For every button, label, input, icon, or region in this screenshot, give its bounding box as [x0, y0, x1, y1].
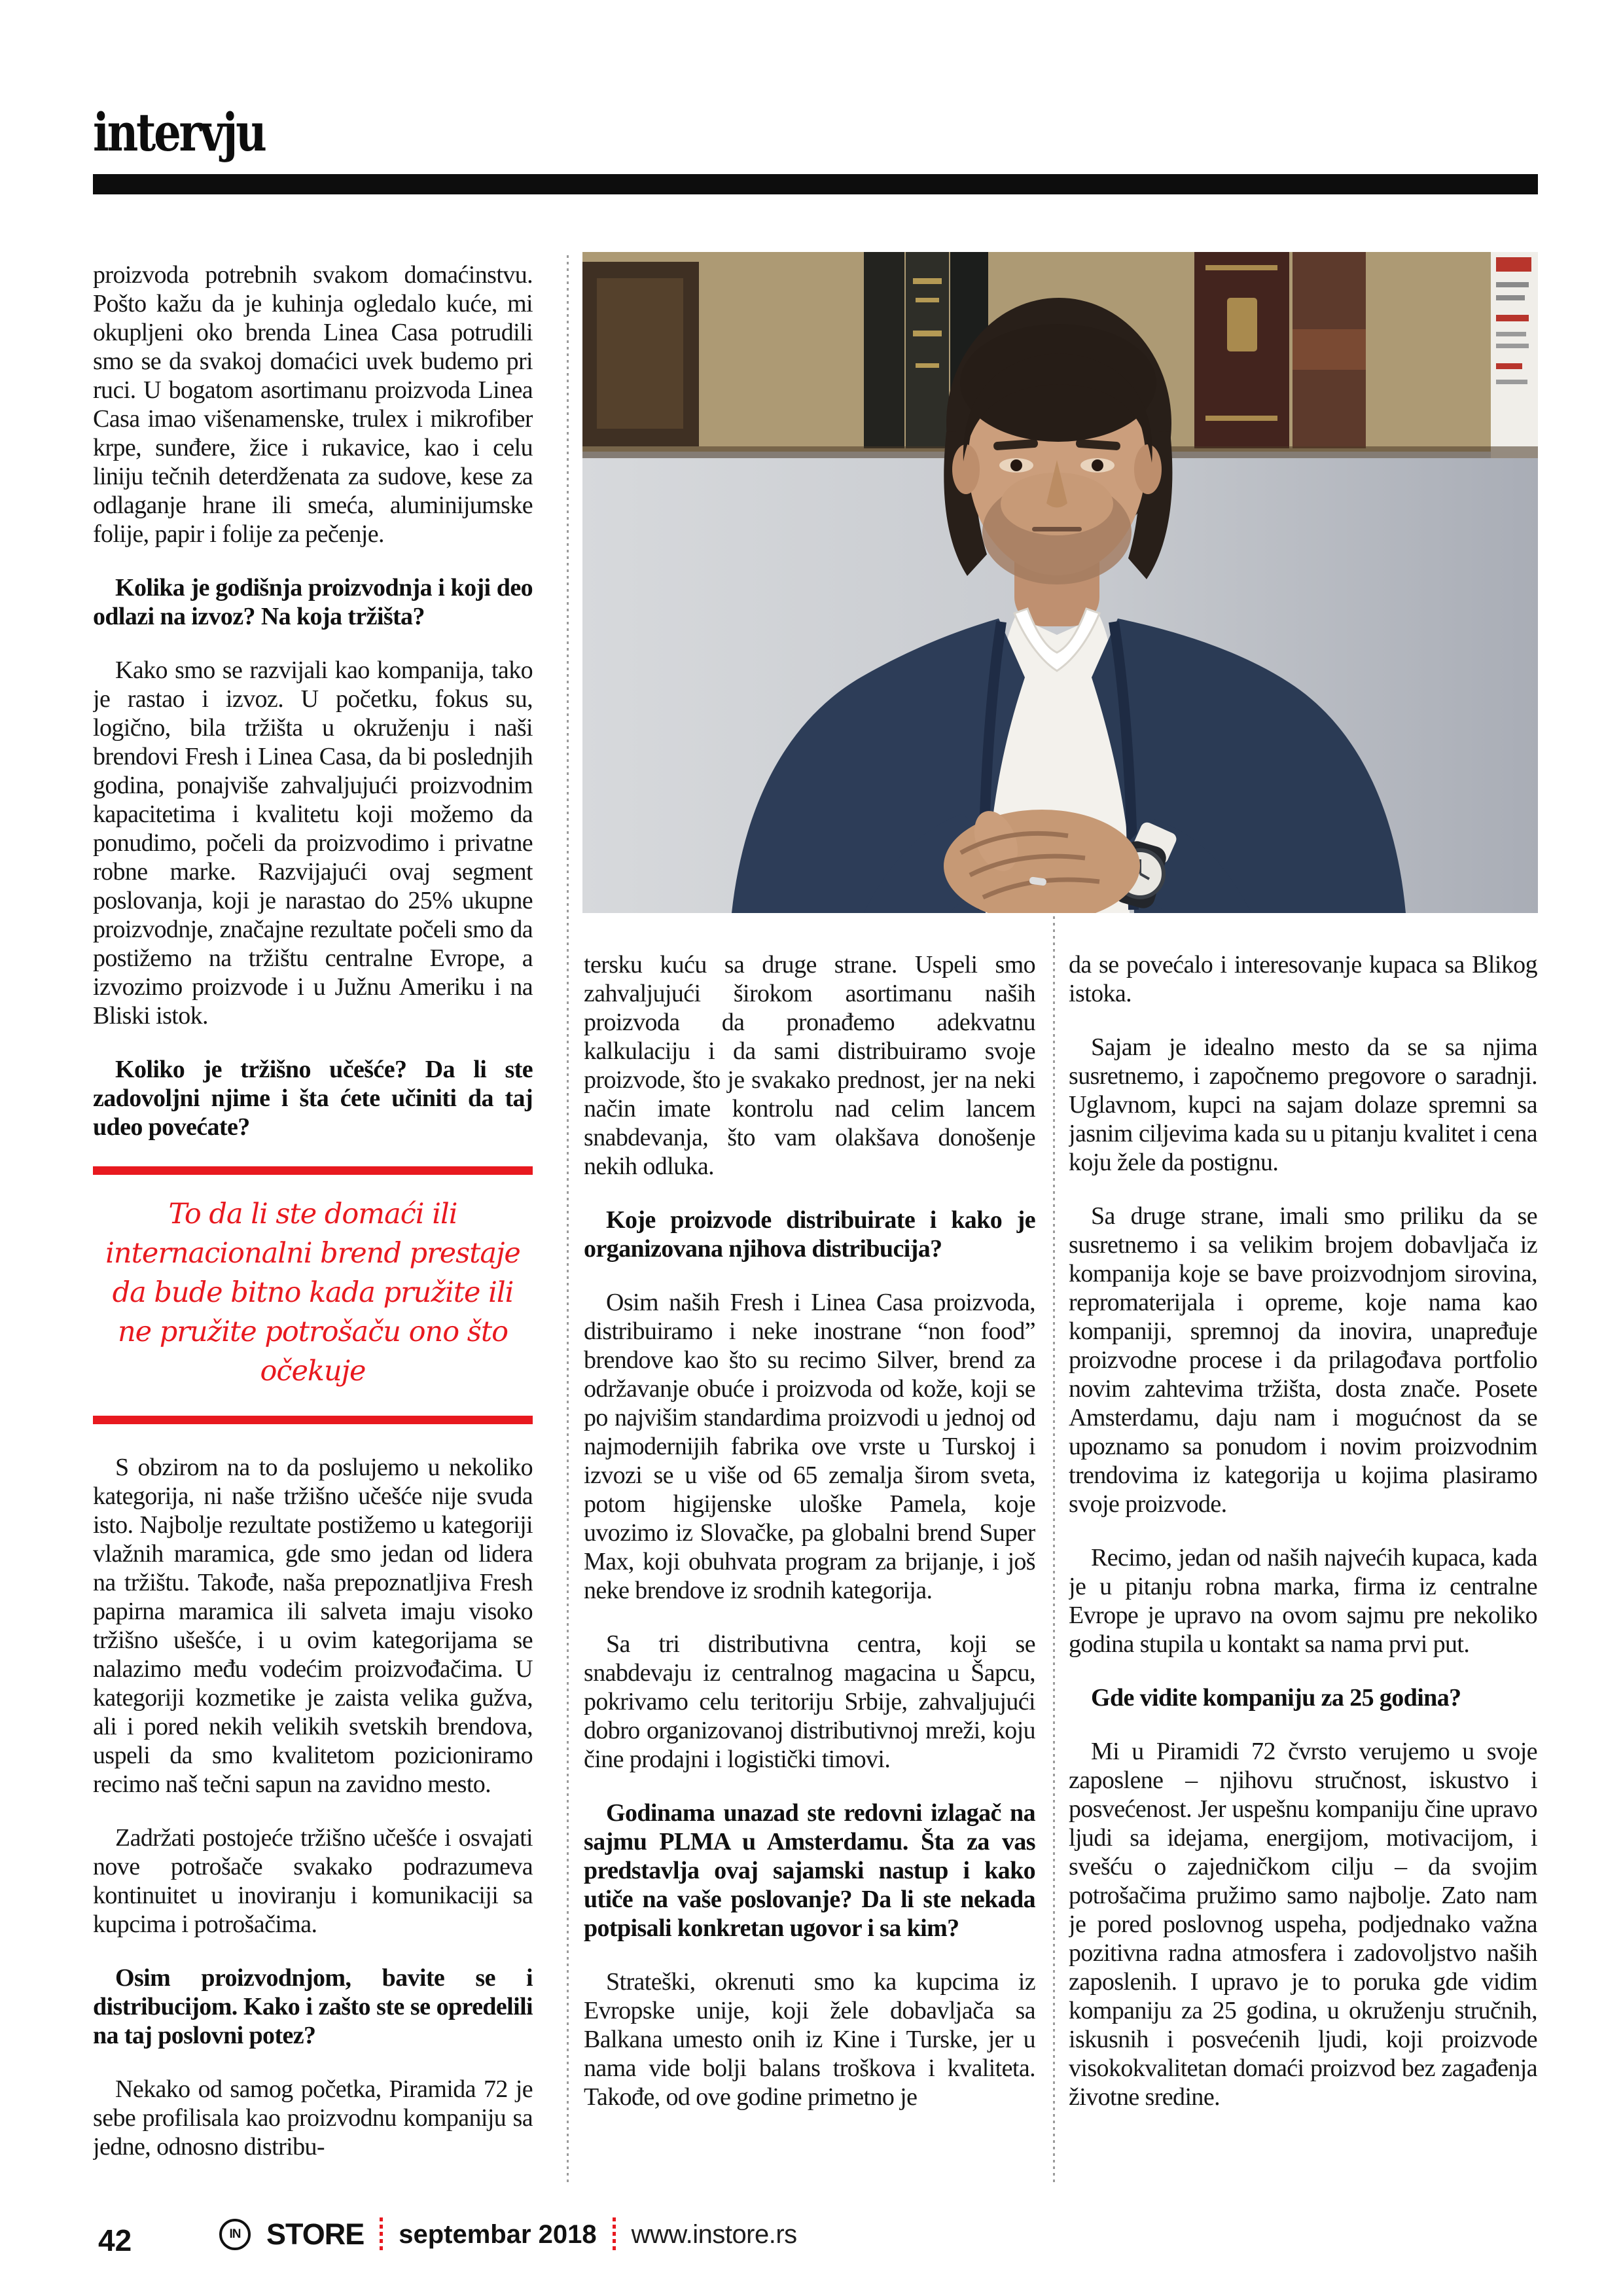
- body-paragraph: Zadržati postojeće tržišno učešće i osvajati nove potrošače svakako podrazumeva kontinuitet u inoviranju i komunikaciji sa kupcima i potrošačima.: [93, 1824, 533, 1938]
- continued-paragraph: tersku kuću sa druge strane. Uspeli smo zahvaljujući širokom asortimanu naših proizvoda da pronađemo adekvatnu kalkulaciju i da sami distribuiramo svoje proizvode, što je svakako prednost, jer na neki način imate kontrolu nad celim lancem snabdevanja, što vam olakšava donošenje nekih odluka.: [584, 951, 1035, 1180]
- body-paragraph: Sa tri distributivna centra, koji se snabdevaju iz centralnog magacina u Šapcu, pokrivamo celu teritoriju Srbije, zahvaljujući dobro organizovanoj distributivnoj mreži, koju čine prodajni i logistički timovi.: [584, 1630, 1035, 1773]
- question-paragraph: Osim proizvodnjom, bavite se i distribucijom. Kako i zašto ste se opredelili na taj poslovni potez?: [93, 1964, 533, 2049]
- brand-name: STORE: [266, 2217, 365, 2251]
- continued-paragraph: proizvoda potrebnih svakom domaćinstvu. Pošto kažu da je kuhinja ogledalo kuće, mi okupljeni oko brenda Linea Casa potrudili smo se da svakoj domaćici uvek budemo pri ruci. U bogatom asortimanu proizvoda Linea Casa imao višenamenske, trulex i mikrofiber krpe, sunđere, žice i rukavice, kao i celu liniju tečnih deterdženata za sudove, kese za odlaganje hrane ili smeća, aluminijumske folije, papir i folije za pečenje.: [93, 261, 533, 548]
- body-paragraph: S obzirom na to da poslujemo u nekoliko kategorija, ni naše tržišno učešće nije svuda isto. Najbolje rezultate postižemo u kategoriji vlažnih maramica, gde smo jedan od lidera na tržištu. Takođe, naša prepoznatljiva Fresh papirna maramica ili salveta imaju visoko tržišno ušešće, i u ovim kategorijama se nalazimo među vodećim proizvođačima. U kategoriji kozmetike je zaista velika gužva, ali i pored nekih velikih svetskih brendova, uspeli da smo kvalitetom pozicioniramo recimo naš tečni sapun na zavidno mesto.: [93, 1454, 533, 1798]
- footer: [219, 2217, 797, 2251]
- article-column-1: [93, 260, 533, 2190]
- page-title: intervju: [93, 101, 265, 163]
- interview-portrait-photo: [582, 252, 1538, 913]
- dotted-separator-icon: [380, 2217, 383, 2251]
- body-paragraph: Strateški, okrenuti smo ka kupcima iz Evropske unije, koji žele dobavljača sa Balkana umesto onih iz Kine i Turske, jer u nama vide bolji balans troškova i kvaliteta. Takođe, od ove godine primetno je: [584, 1968, 1035, 2111]
- body-paragraph: Sajam je idealno mesto da se sa njima susretnemo, i započnemo pregovore o saradnji. Uglavnom, kupci na sajam dolaze spremni sa jasnim ciljevima kada su u pitanju kvalitet i cena koju žele da postignu.: [1069, 1033, 1537, 1176]
- question-paragraph: Koliko je tržišno učešće? Da li ste zadovoljni njime i šta ćete učiniti da taj udeo povećate?: [93, 1056, 533, 1141]
- article-column-3: [1069, 950, 1537, 2191]
- question-paragraph: Koje proizvode distribuirate i kako je organizovana njihova distribucija?: [584, 1206, 1035, 1263]
- body-paragraph: Nekako od samog početka, Piramida 72 je sebe profilisala kao proizvodnu kompaniju sa jedne, odnosno distribu-: [93, 2075, 533, 2161]
- question-paragraph: Gde vidite kompaniju za 25 godina?: [1091, 1684, 1461, 1712]
- pull-quote-text: To da li ste domaći ili internacionalni brend prestaje da bude bitno kada pružite ili ne pružite potrošaču ono što očekuje: [105, 1198, 520, 1388]
- body-paragraph: Osim naših Fresh i Linea Casa proizvoda, distribuiramo i neke inostrane “non food” brendove kao što su recimo Silver, brend za održavanje obuće i proizvoda od kože, koji se po najvišim standardima proizvodi u jednoj od najmodernijih fabrika ove vrste u Turskoj i izvozi se u više od 65 zemalja širom sveta, potom higijenske uloške Pamela, koje uvozimo iz Slovačke, pa globalni brend Super Max, koji obuhvata program za brijanje, i još neke brendove iz srodnih kategorija.: [584, 1289, 1035, 1604]
- dotted-separator-icon: [613, 2217, 616, 2251]
- instore-logo-icon: IN: [219, 2219, 251, 2250]
- body-paragraph: Mi u Piramidi 72 čvrsto verujemo u svoje zaposlene – njihovu stručnost, iskustvo i posvećenost. Jer uspešnu kompaniju čine upravo ljudi sa idejama, energijom, motivacijom, i svešću o zajedničkom cilju – da svojim potrošačima pružimo samo najbolje. Zato nam je pored poslovnog uspeha, podjednako važna pozitivna radna atmosfera i zadovoljstvo naših zaposlenih. I upravo je to poruka gde vidim kompaniju za 25 godina, u okruženju stručnih, iskusnih i posvećenih ljudi, koji proizvode visokokvalitetan domaći proizvod bez zagađenja životne sredine.: [1069, 1738, 1537, 2111]
- website-url: www.instore.rs: [631, 2219, 797, 2249]
- pull-quote: [93, 1166, 533, 1424]
- page-number: 42: [98, 2223, 132, 2257]
- header-rule: [93, 174, 1538, 194]
- question-paragraph: Kolika je godišnja proizvodnja i koji deo odlazi na izvoz? Na koja tržišta?: [93, 574, 533, 630]
- body-paragraph: Recimo, jedan od naših najvećih kupaca, kada je u pitanju robna marka, firma iz centralne Evrope je upravo na ovom sajmu pre nekoliko godina stupila u kontakt sa nama prvi put.: [1069, 1544, 1537, 1658]
- portrait-illustration: [582, 252, 1538, 913]
- issue-date: septembar 2018: [399, 2219, 597, 2249]
- mouth: [1032, 527, 1082, 531]
- body-paragraph: Kako smo se razvijali kao kompanija, tako je rastao i izvoz. U početku, fokus su, logično, bila tržišta u okruženju i naši brendovi Fresh i Linea Casa, da bi poslednjih godina, ponajviše zahvaljujući proizvodnim kapacitetima i kvalitetu koji možemo da ponudimo, počeli da proizvodimo i privatne robne marke. Razvijajući ovaj segment poslovanja, koji je narastao do 25% ukupne proizvodnje, značajne rezultate počeli smo da postižemo na tržištu centralne Evrope, a izvozimo proizvode i u Južnu Ameriku i na Bliski istok.: [93, 656, 533, 1030]
- body-paragraph: Sa druge strane, imali smo priliku da se susretnemo i sa velikim brojem dobavljača iz kompanija koje se bave proizvodnjom sirovina, repromaterijala i opreme, koje nama kao kompaniji, spremnoj da inovira, unapređuje proizvodne procese i da prilagođava portfolio novim zahtevima tržišta, dosta znače. Posete Amsterdamu, daju nam i mogućnost da se upoznamo sa ponudom i novim proizvodnim trendovima iz kategorija u kojima plasiramo svoje proizvode.: [1069, 1202, 1537, 1518]
- column-divider: [567, 255, 569, 2183]
- question-paragraph: Godinama unazad ste redovni izlagač na sajmu PLMA u Amsterdamu. Šta za vas predstavlja ovaj sajamski nastup i kako utiče na vaše poslovanje? Da li ste nekada potpisali konkretan ugovor i sa kim?: [584, 1799, 1035, 1942]
- continued-paragraph: da se povećalo i interesovanje kupaca sa Blikog istoka.: [1069, 951, 1537, 1007]
- article-column-2: [584, 950, 1035, 2191]
